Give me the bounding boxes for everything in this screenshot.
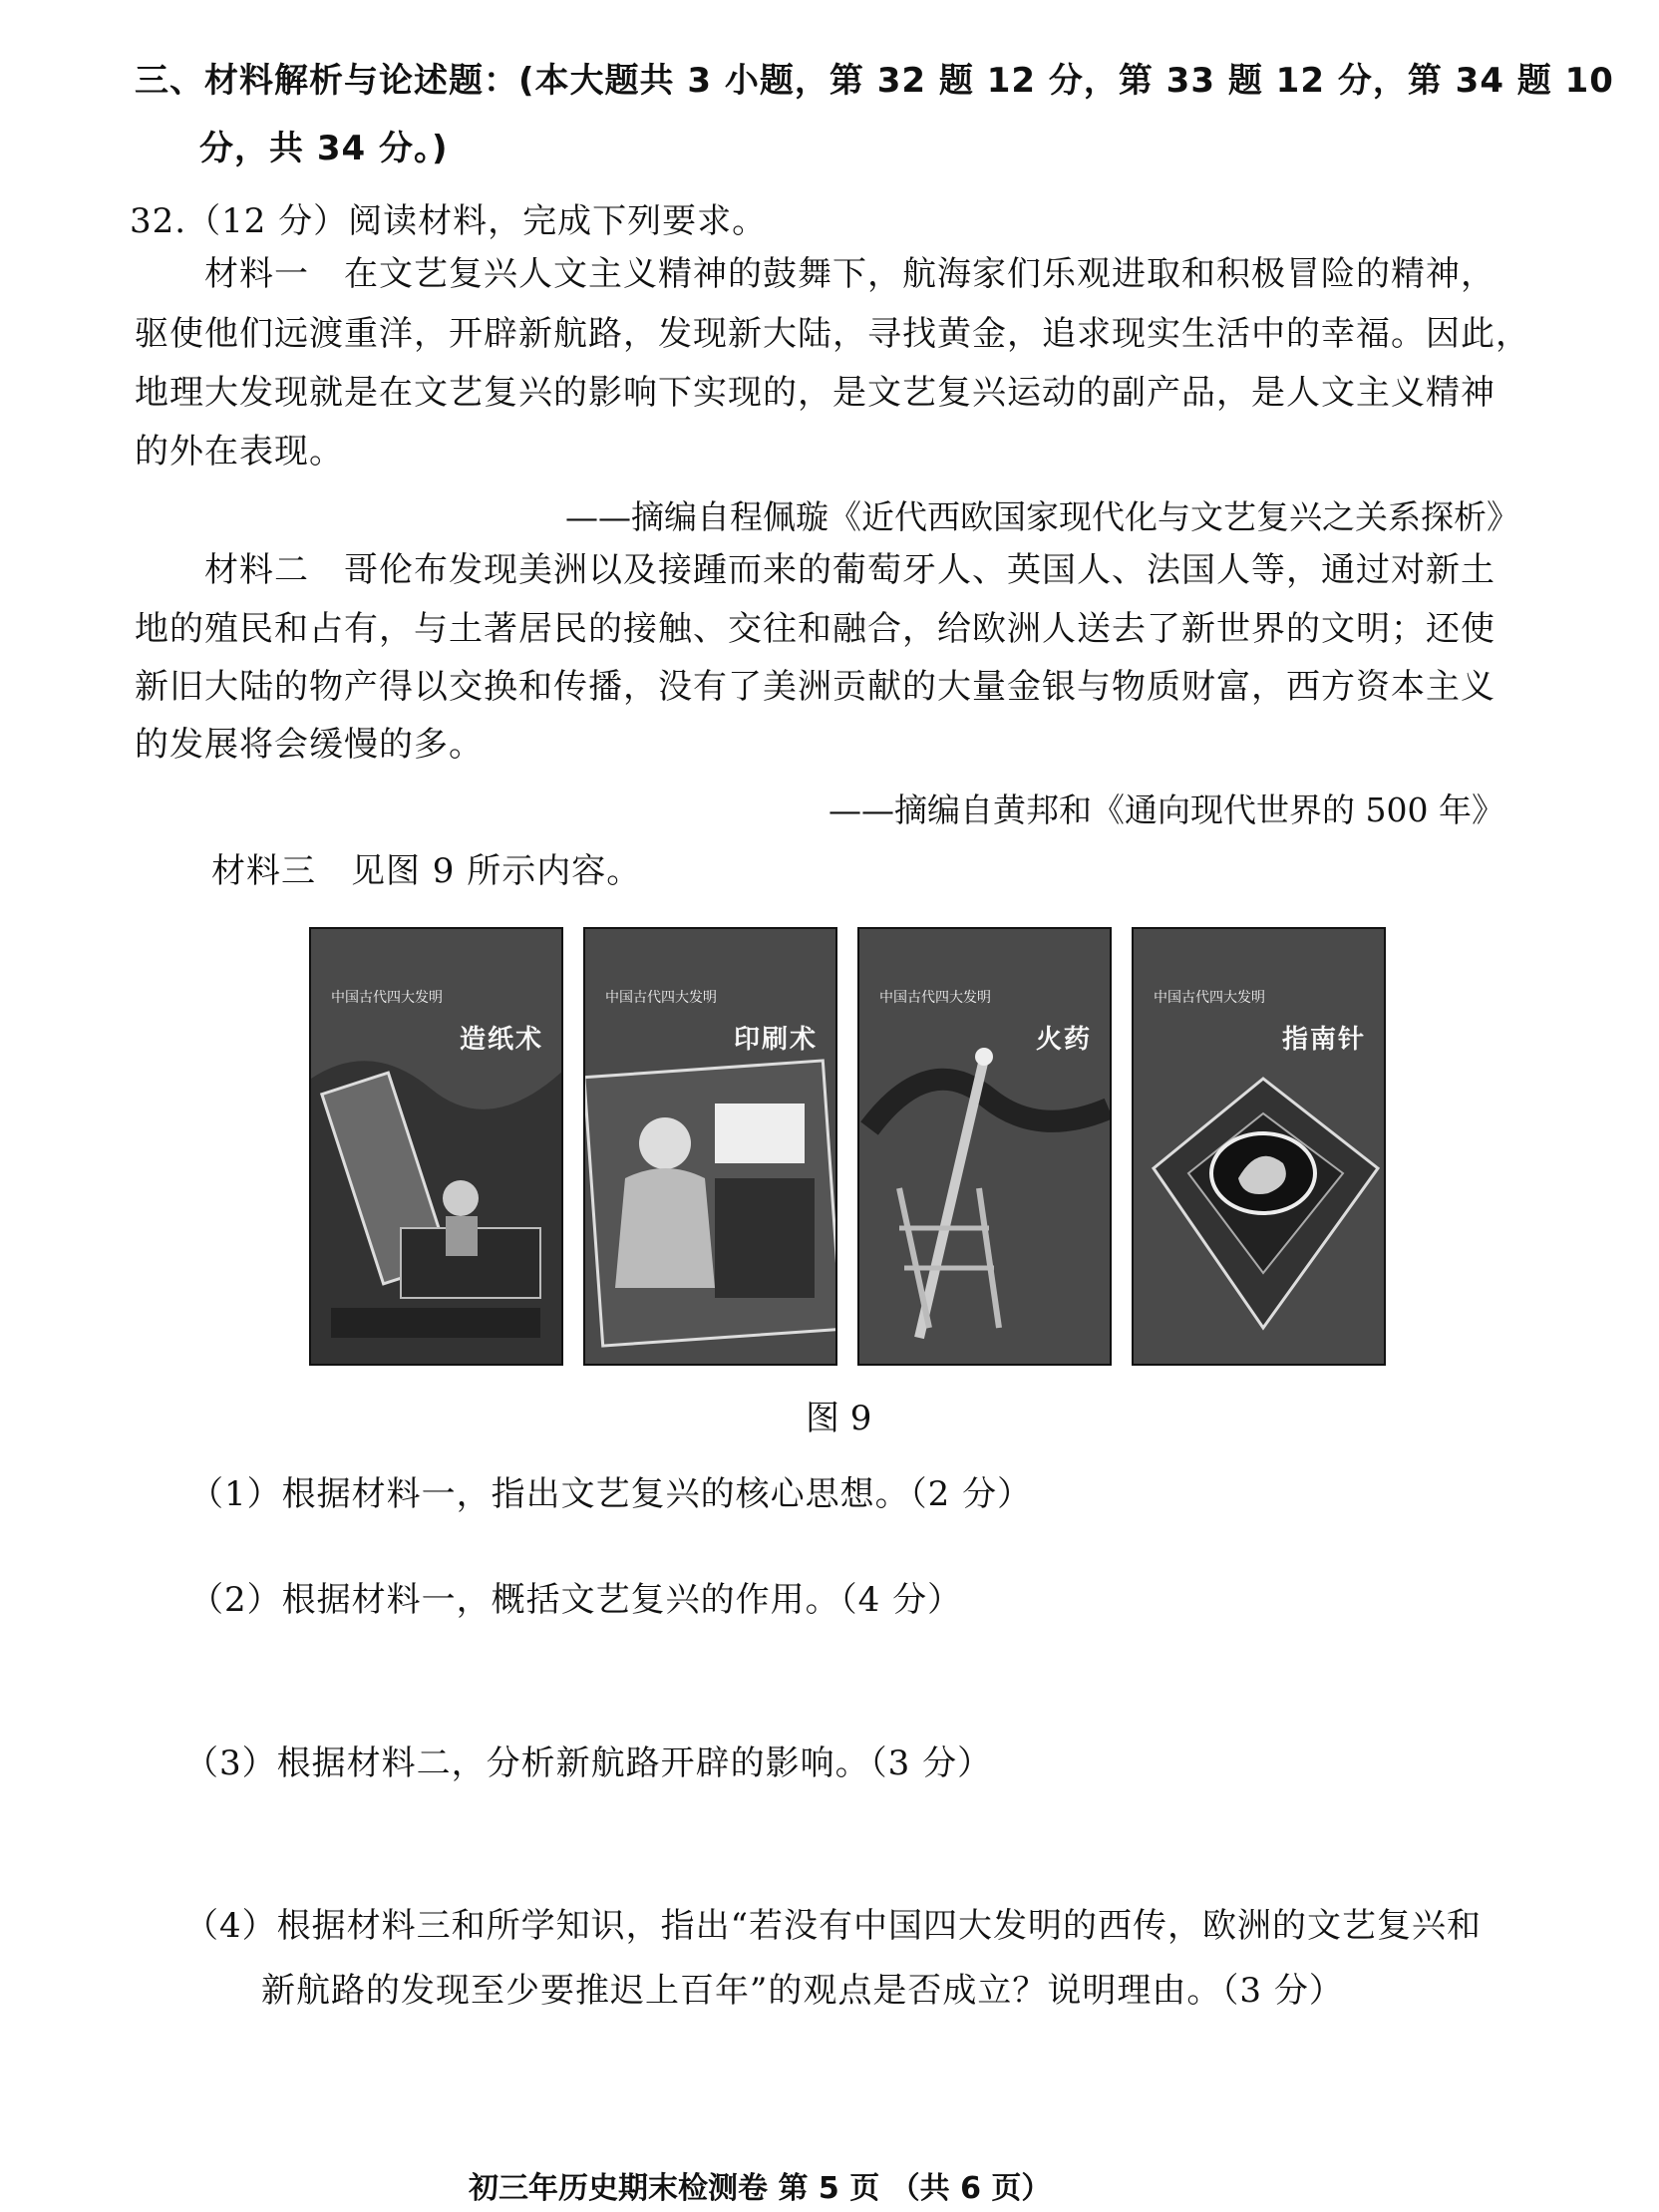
- subquestion-2: （2）根据材料一，概括文艺复兴的作用。（4 分）: [189, 1580, 963, 1620]
- material2-line: 新旧大陆的物产得以交换和传播，没有了美洲贡献的大量金银与物质财富，西方资本主义: [135, 667, 1495, 707]
- question-header: 32.（12 分）阅读材料，完成下列要求。: [130, 201, 768, 241]
- material1-line: 地理大发现就是在文艺复兴的影响下实现的，是文艺复兴运动的副产品，是人文主义精神: [135, 373, 1495, 413]
- material1-source: ——摘编自程佩璇《近代西欧国家现代化与文艺复兴之关系探析》: [565, 497, 1519, 536]
- poster-title: 造纸术: [459, 1025, 543, 1055]
- poster-title: 指南针: [1281, 1025, 1366, 1055]
- poster-compass: [1132, 927, 1386, 1366]
- poster-title: 印刷术: [733, 1025, 818, 1055]
- material1-line: 的外在表现。: [135, 432, 344, 472]
- material2-line: 材料二 哥伦布发现美洲以及接踵而来的葡萄牙人、英国人、法国人等，通过对新土: [204, 550, 1495, 590]
- section-heading-line1: 三、材料解析与论述题：(本大题共 3 小题，第 32 题 12 分，第 33 题 12 分，第 34 题 10: [135, 61, 1614, 101]
- poster-series-label: 中国古代四大发明: [1154, 990, 1265, 1006]
- page-footer: 初三年历史期末检测卷 第 5 页 （共 6 页）: [469, 2171, 1052, 2206]
- subquestion-3: （3）根据材料二，分析新航路开辟的影响。（3 分）: [184, 1743, 993, 1783]
- figure-9: [309, 927, 1406, 1376]
- material3-text: 材料三 见图 9 所示内容。: [211, 851, 642, 891]
- subquestion-4: （4）根据材料三和所学知识，指出“若没有中国四大发明的西传，欧洲的文艺复兴和: [184, 1906, 1483, 1946]
- material1-line: 材料一 在文艺复兴人文主义精神的鼓舞下，航海家们乐观进取和积极冒险的精神，: [204, 254, 1495, 294]
- poster-gunpowder: [857, 927, 1112, 1366]
- poster-series-label: 中国古代四大发明: [879, 990, 991, 1006]
- subquestion-4-continued: 新航路的发现至少要推迟上百年”的观点是否成立？说明理由。（3 分）: [261, 1971, 1344, 2011]
- poster-papermaking: [309, 927, 563, 1366]
- figure-caption: 图 9: [806, 1399, 872, 1438]
- material2-source: ——摘编自黄邦和《通向现代世界的 500 年》: [829, 790, 1504, 829]
- poster-series-label: 中国古代四大发明: [331, 990, 443, 1006]
- section-heading-line2: 分，共 34 分。): [199, 129, 449, 168]
- material1-line: 驱使他们远渡重洋，开辟新航路，发现新大陆，寻找黄金，追求现实生活中的幸福。因此，: [135, 314, 1530, 354]
- material2-line: 地的殖民和占有，与土著居民的接触、交往和融合，给欧洲人送去了新世界的文明；还使: [135, 609, 1495, 649]
- material2-line: 的发展将会缓慢的多。: [135, 725, 484, 765]
- poster-printing: [583, 927, 837, 1366]
- poster-series-label: 中国古代四大发明: [605, 990, 717, 1006]
- poster-title: 火药: [1035, 1025, 1092, 1055]
- subquestion-1: （1）根据材料一，指出文艺复兴的核心思想。（2 分）: [189, 1474, 1033, 1514]
